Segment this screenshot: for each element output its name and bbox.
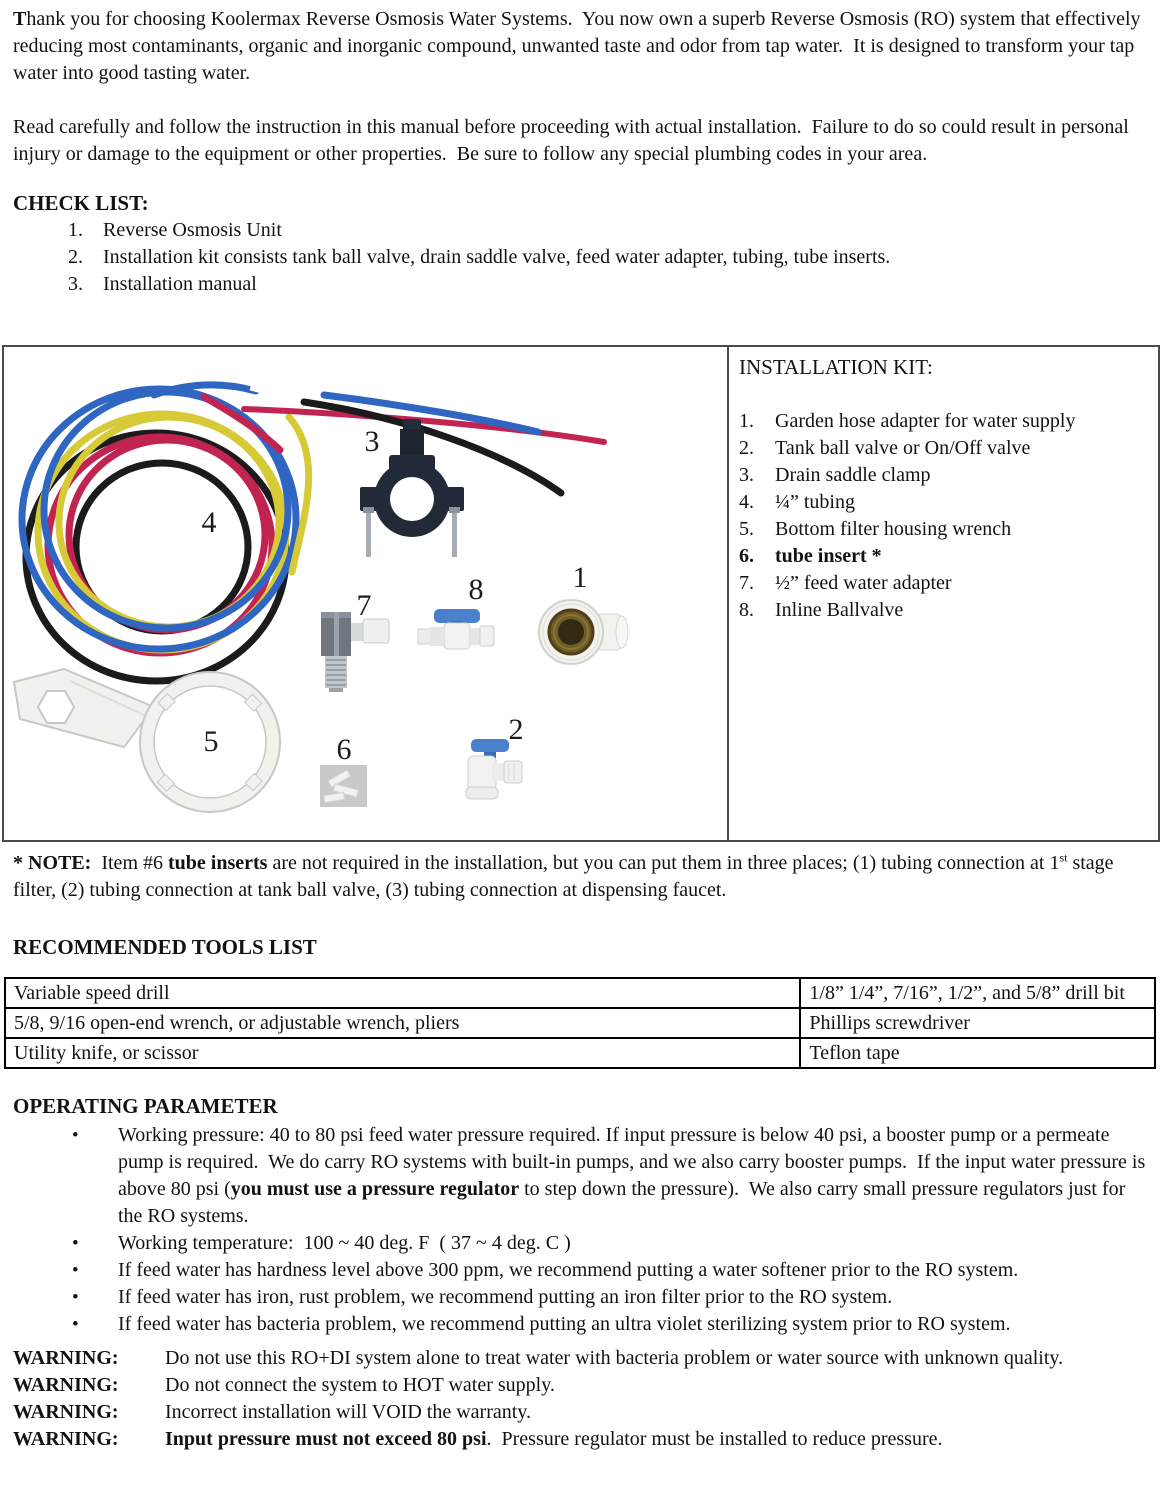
kit-parts-illustration <box>4 347 727 840</box>
warning-text <box>165 1426 1150 1453</box>
valve-left-fitting <box>418 629 432 644</box>
bullet-text <box>118 1122 1150 1230</box>
bullet-icon: • <box>72 1287 79 1308</box>
bolt-head <box>363 507 374 513</box>
item-text: ½” feed water adapter <box>775 572 952 594</box>
tool-cell: 5/8, 9/16 open-end wrench, or adjustable wrench, pliers <box>5 1008 800 1038</box>
valve-left-nut <box>430 627 444 646</box>
recommended-tools-table <box>4 977 1156 1069</box>
item-number: 5. <box>739 518 754 540</box>
bolt-head <box>449 507 460 513</box>
note-paragraph <box>13 850 1150 904</box>
operating-bullet-working-temperature <box>13 1230 1150 1257</box>
bullet-text: If feed water has hardness level above 300 ppm, we recommend putting a water softener prior to the RO system. <box>118 1259 1019 1281</box>
part-label-3: 3 <box>364 425 380 458</box>
cable-tie <box>334 429 353 443</box>
warning-bacteria <box>13 1345 1150 1372</box>
item-text: Tank ball valve or On/Off valve <box>775 437 1031 459</box>
adapter-side-collar <box>351 623 363 641</box>
installation-kit-list <box>739 408 1148 624</box>
note-superscript: st <box>1059 850 1068 865</box>
bullet-icon: • <box>72 1260 79 1281</box>
tank-valve-bottom-port <box>466 787 498 799</box>
item-text: Drain saddle clamp <box>775 464 931 486</box>
intro-paragraph-2: Read carefully and follow the instruction in this manual before proceeding with actual installation. Failure to do so could result in personal injury or damage to the equipment or other properties. Be sure to follow any special plumbing codes in your area. <box>13 116 1134 165</box>
filter-housing-wrench <box>14 669 280 812</box>
item-number: 2. <box>68 246 83 268</box>
operating-parameter-list <box>13 1122 1150 1338</box>
intro-lead-capital: T <box>13 8 27 30</box>
valve-right-nut <box>470 628 480 645</box>
bolt <box>452 513 457 557</box>
operating-bullet-working-pressure <box>13 1122 1150 1230</box>
warning-void-warranty <box>13 1399 1150 1426</box>
part-label-8: 8 <box>468 573 484 606</box>
warning-text: Do not connect the system to HOT water supply. <box>165 1374 555 1396</box>
cable-tie <box>250 385 271 396</box>
part-label-1: 1 <box>572 561 588 594</box>
item-text: Garden hose adapter for water supply <box>775 410 1076 432</box>
kit-list-item <box>739 570 1148 597</box>
valve-body <box>444 623 470 649</box>
valve-right-fitting <box>480 626 494 646</box>
feed-water-adapter <box>321 612 389 692</box>
warning-hot-water <box>13 1372 1150 1399</box>
kit-list-item <box>739 489 1148 516</box>
checklist-heading: CHECK LIST: <box>13 191 149 215</box>
item-text: tube insert * <box>775 545 882 567</box>
part-label-6: 6 <box>336 733 352 766</box>
clamp-ring-hole <box>390 477 434 521</box>
pressure-regulator-bold: you must use a pressure regulator <box>230 1178 520 1200</box>
tools-table-row <box>5 1038 1155 1068</box>
bullet-text: If feed water has iron, rust problem, we recommend putting an iron filter prior to the RO system. <box>118 1286 893 1308</box>
tank-ball-valve <box>466 739 522 799</box>
installation-kit-panel <box>727 347 1158 840</box>
operating-bullet-iron <box>13 1284 1150 1311</box>
check-list <box>68 217 1150 298</box>
warning-input-pressure <box>13 1426 1150 1453</box>
note-text: Item #6 <box>91 852 168 874</box>
brass-bore <box>558 619 584 645</box>
inline-ball-valve <box>418 609 494 649</box>
operating-parameter-heading: OPERATING PARAMETER <box>13 1094 278 1118</box>
check-list-item <box>68 271 1150 298</box>
item-number: 4. <box>739 491 754 513</box>
item-number: 3. <box>739 464 754 486</box>
tank-valve-body <box>468 756 496 790</box>
adapter-threaded-end <box>325 656 347 688</box>
tools-table-row <box>5 978 1155 1008</box>
note-bold-tube-inserts: tube inserts <box>168 852 268 874</box>
item-number: 1. <box>739 410 754 432</box>
tool-cell: Teflon tape <box>800 1038 1155 1068</box>
note-text: stage filter, (2) tubing connection at tank ball valve, (3) tubing connection at dispensing faucet. <box>13 852 1119 901</box>
installation-kit-heading: INSTALLATION KIT: <box>739 355 933 379</box>
kit-list-item <box>739 516 1148 543</box>
part-label-5: 5 <box>203 725 219 758</box>
item-text: Inline Ballvalve <box>775 599 904 621</box>
tool-cell: Variable speed drill <box>5 978 800 1008</box>
bullet-icon: • <box>72 1125 79 1146</box>
adapter-tip <box>329 688 343 692</box>
part-label-4: 4 <box>201 506 217 539</box>
bullet-icon: • <box>72 1233 79 1254</box>
warning-label: WARNING: <box>13 1374 119 1396</box>
tools-table-row <box>5 1008 1155 1038</box>
installation-kit-box <box>2 345 1160 842</box>
bullet-icon: • <box>72 1314 79 1335</box>
tank-valve-handle <box>471 739 509 752</box>
tools-list-heading: RECOMMENDED TOOLS LIST <box>13 935 317 959</box>
operating-bullet-hardness <box>13 1257 1150 1284</box>
item-text: Reverse Osmosis Unit <box>103 219 282 241</box>
garden-hose-adapter <box>539 600 628 664</box>
valve-handle <box>434 609 480 623</box>
warning-label: WARNING: <box>13 1347 119 1369</box>
wrench-hex-hole <box>38 691 74 723</box>
bullet-text: Working temperature: 100 ~ 40 deg. F ( 37 ~ 4 deg. C ) <box>118 1232 571 1254</box>
warnings-section <box>13 1345 1150 1453</box>
bullet-text: If feed water has bacteria problem, we recommend putting an ultra violet sterilizing system prior to RO system. <box>118 1313 1011 1335</box>
kit-list-item <box>739 408 1148 435</box>
check-list-item <box>68 244 1150 271</box>
item-text: Installation kit consists tank ball valve, drain saddle valve, feed water adapter, tubing, tube inserts. <box>103 246 891 268</box>
item-number: 1. <box>68 219 83 241</box>
bolt <box>366 513 371 557</box>
clamp-stem <box>400 429 424 457</box>
note-text: are not required in the installation, but you can put them in three places; (1) tubing connection at 1 <box>267 852 1060 874</box>
item-number: 2. <box>739 437 754 459</box>
part-label-2: 2 <box>508 713 524 746</box>
part-label-7: 7 <box>356 589 372 622</box>
item-number: 3. <box>68 273 83 295</box>
tube-inserts <box>320 765 367 807</box>
kit-list-item-tube-insert <box>739 543 1148 570</box>
item-text: Installation manual <box>103 273 257 295</box>
kit-list-item <box>739 597 1148 624</box>
adapter-hex-highlight <box>334 612 339 656</box>
note-prefix: * NOTE: <box>13 852 92 874</box>
tool-cell: Phillips screwdriver <box>800 1008 1155 1038</box>
manual-page <box>0 6 1163 1506</box>
warning-label: WARNING: <box>13 1401 119 1423</box>
tank-valve-fitting <box>504 761 522 783</box>
tubing-coil <box>22 385 604 681</box>
kit-parts-photo <box>4 347 727 840</box>
kit-list-item <box>739 435 1148 462</box>
item-number: 7. <box>739 572 754 594</box>
bullet-text-segment: Working pressure: 40 to 80 psi feed water pressure required. If input pressure is below 40 psi, a booster pump or a permeate pump is required. We do carry RO systems with built-in pumps, and we also carry booster pumps. If the input water pressure is above 80 psi ( <box>118 1124 1151 1200</box>
tool-cell: Utility knife, or scissor <box>5 1038 800 1068</box>
adapter-side-fitting <box>363 619 389 643</box>
item-text: ¼” tubing <box>775 491 855 513</box>
warning-bold-text: Input pressure must not exceed 80 psi <box>165 1428 487 1450</box>
operating-bullet-bacteria <box>13 1311 1150 1338</box>
check-list-item <box>68 217 1150 244</box>
hose-adapter-outlet-end <box>616 616 628 648</box>
warning-text: Do not use this RO+DI system alone to treat water with bacteria problem or water source with unknown quality. <box>165 1347 1064 1369</box>
item-number: 8. <box>739 599 754 621</box>
tool-cell: 1/8” 1/4”, 7/16”, 1/2”, and 5/8” drill bit <box>800 978 1155 1008</box>
warning-text-rest: . Pressure regulator must be installed to reduce pressure. <box>486 1428 943 1450</box>
warning-label: WARNING: <box>13 1428 119 1450</box>
intro-paragraph-1 <box>13 6 1150 87</box>
warning-text: Incorrect installation will VOID the warranty. <box>165 1401 531 1423</box>
bullet-text-segment: to step down the pressure). We also carry small pressure regulators just for the RO systems. <box>118 1178 1131 1227</box>
kit-list-item <box>739 462 1148 489</box>
item-number: 6. <box>739 545 754 567</box>
item-text: Bottom filter housing wrench <box>775 518 1012 540</box>
intro-paragraph-1-text: hank you for choosing Koolermax Reverse Osmosis Water Systems. You now own a superb Reverse Osmosis (RO) system that effectively reducing most contaminants, organic and inorganic compound, unwanted taste and odor from tap water. It is designed to transform your tap water into good tasting water. <box>13 8 1146 84</box>
